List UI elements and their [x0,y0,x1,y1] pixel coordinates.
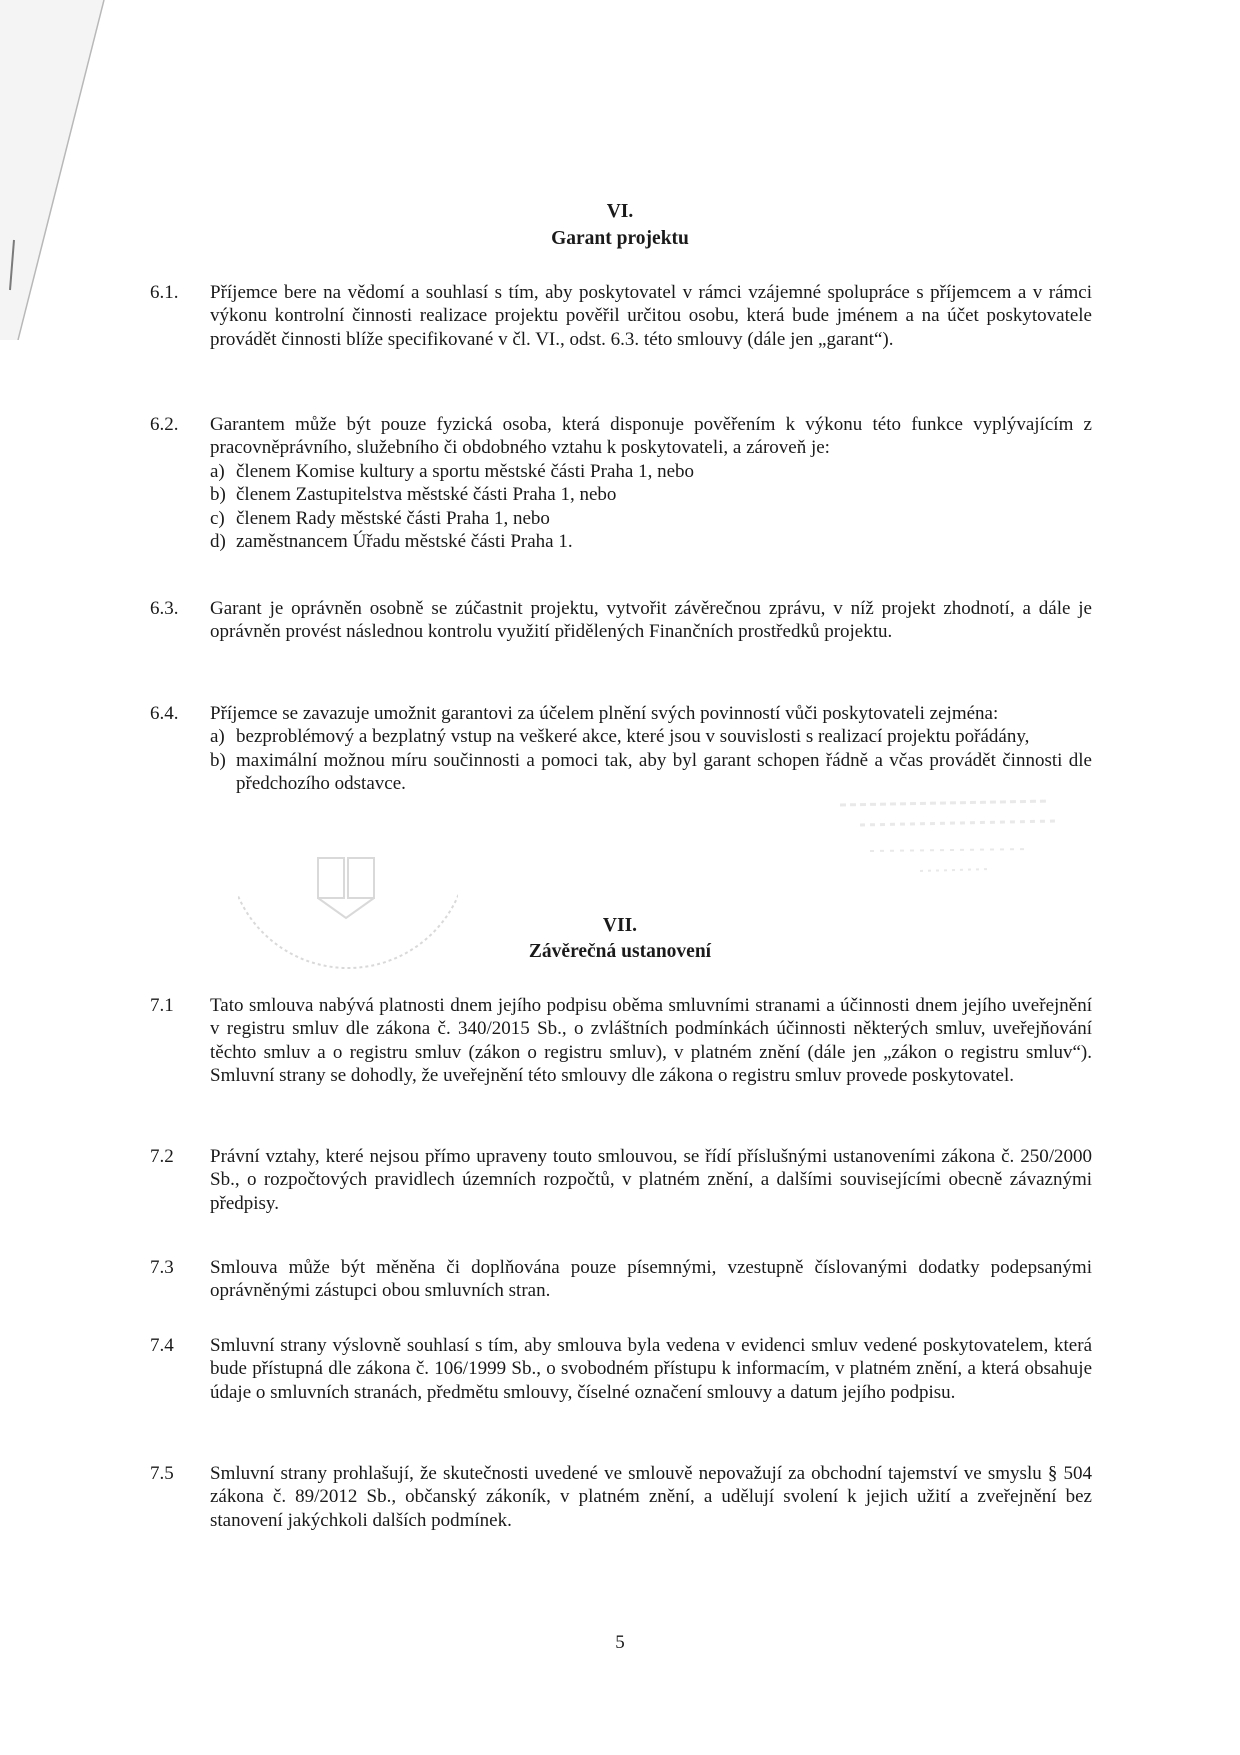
scan-edge-shadow [0,0,130,340]
clause-number: 7.1 [150,995,174,1016]
clause-number: 7.3 [150,1257,174,1278]
list-item [210,483,1092,506]
list-item-text: členem Zastupitelstva městské části Praha 1, nebo [236,484,617,506]
list-item-label: b) [210,484,226,506]
clause-text: Příjemce se zavazuje umožnit garantovi za účelem plnění svých povinností vůči poskytovateli zejména: [210,703,999,724]
clause-number: 6.4. [150,703,179,724]
section-number: VI. [606,201,634,222]
list-item-label: a) [210,460,225,482]
clause-text: Garantem může být pouze fyzická osoba, která disponuje pověřením k výkonu této funkce vyplývajícím z pracovněprávního, služebního či obdobného vztahu k poskytovateli, a zároveň je: [210,414,1092,459]
list-item [210,725,1092,748]
clause-text: Smluvní strany výslovně souhlasí s tím, aby smlouva byla vedena v evidenci smluv vedené poskytovatelem, která bude přístupná dle zákona č. 106/1999 Sb., o svobodném přístupu k informacím, v platném znění, a která obsahuje údaje o smluvních stranách, předmětu smlouvy, číselné označení smlouvy a datum jejího podpisu. [210,1335,1092,1403]
clause-number: 7.2 [150,1146,174,1167]
list-item-text: členem Rady městské části Praha 1, nebo [236,507,550,529]
list-item-label: c) [210,507,225,529]
clause-number: 6.2. [150,414,179,435]
page-number: 5 [615,1632,625,1653]
list-item-label: a) [210,726,225,748]
clause-text: Smluvní strany prohlašují, že skutečnosti uvedené ve smlouvě nepovažují za obchodní tajemství ve smyslu § 504 zákona č. 89/2012 Sb., občanský zákoník, v platném znění, a udělují svolení k jejich užití a zveřejnění bez stanovení jakýchkoli dalších podmínek. [210,1463,1092,1531]
list-item-text: bezproblémový a bezplatný vstup na veškeré akce, které jsou v souvislosti s realizací projektu pořádány, [236,726,1030,748]
clause-text: Smlouva může být měněna či doplňována pouze písemnými, vzestupně číslovanými dodatky podepsanými oprávněnými zástupci obou smluvních stran. [210,1257,1092,1302]
clause-text: Příjemce bere na vědomí a souhlasí s tím, aby poskytovatel v rámci vzájemné spolupráce s příjemcem a v rámci výkonu kontrolní činnosti realizace projektu pověřil určitou osobu, která bude jménem a na účet poskytovatele provádět činnosti blíže specifikované v čl. VI., odst. 6.3. této smlouvy (dále jen „garant“). [210,282,1092,350]
clause-number: 6.3. [150,598,179,619]
list-item [210,749,1092,796]
list-item [210,507,1092,530]
faint-stamp-imprint [830,793,1070,883]
clause-text: Právní vztahy, které nejsou přímo upraveny touto smlouvou, se řídí příslušnými ustanoveními zákona č. 250/2000 Sb., o rozpočtových pravidlech územních rozpočtů, v platném znění, a dalšími souvisejícími obecně závaznými předpisy. [210,1146,1092,1214]
section-number: VII. [602,915,638,936]
section-title: Garant projektu [551,228,689,249]
list-item-text: zaměstnancem Úřadu městské části Praha 1. [236,531,573,553]
list-item [210,460,1092,483]
clause-number: 7.4 [150,1335,174,1356]
section-title: Závěrečná ustanovení [528,941,712,962]
list-item-text: maximální možnou míru součinnosti a pomoci tak, aby byl garant schopen řádně a včas provádět činnosti dle předchozího odstavce. [236,749,1092,795]
clause-number: 7.5 [150,1463,174,1484]
list-item-label: b) [210,749,226,771]
clause-text: Tato smlouva nabývá platnosti dnem jejího podpisu oběma smluvními stranami a účinnosti dnem jejího uveřejnění v registru smluv dle zákona č. 340/2015 Sb., o zvláštních podmínkách účinnosti některých smluv, uveřejňování těchto smluv a o registru smluv (zákon o registru smluv), v platném znění (dále jen „zákon o registru smluv“). Smluvní strany se dohodly, že uveřejnění této smlouvy dle zákona o registru smluv provede poskytovatel. [210,995,1092,1087]
list-item-label: d) [210,531,226,553]
clause-number: 6.1. [150,282,179,303]
clause-text: Garant je oprávněn osobně se zúčastnit projektu, vytvořit závěrečnou zprávu, v níž projekt zhodnotí, a dále je oprávněn provést následnou kontrolu využití přidělených Finančních prostředků projektu. [210,598,1092,643]
list-item [210,530,1092,553]
official-stamp [238,838,458,988]
list-item-text: členem Komise kultury a sportu městské části Praha 1, nebo [236,460,695,482]
